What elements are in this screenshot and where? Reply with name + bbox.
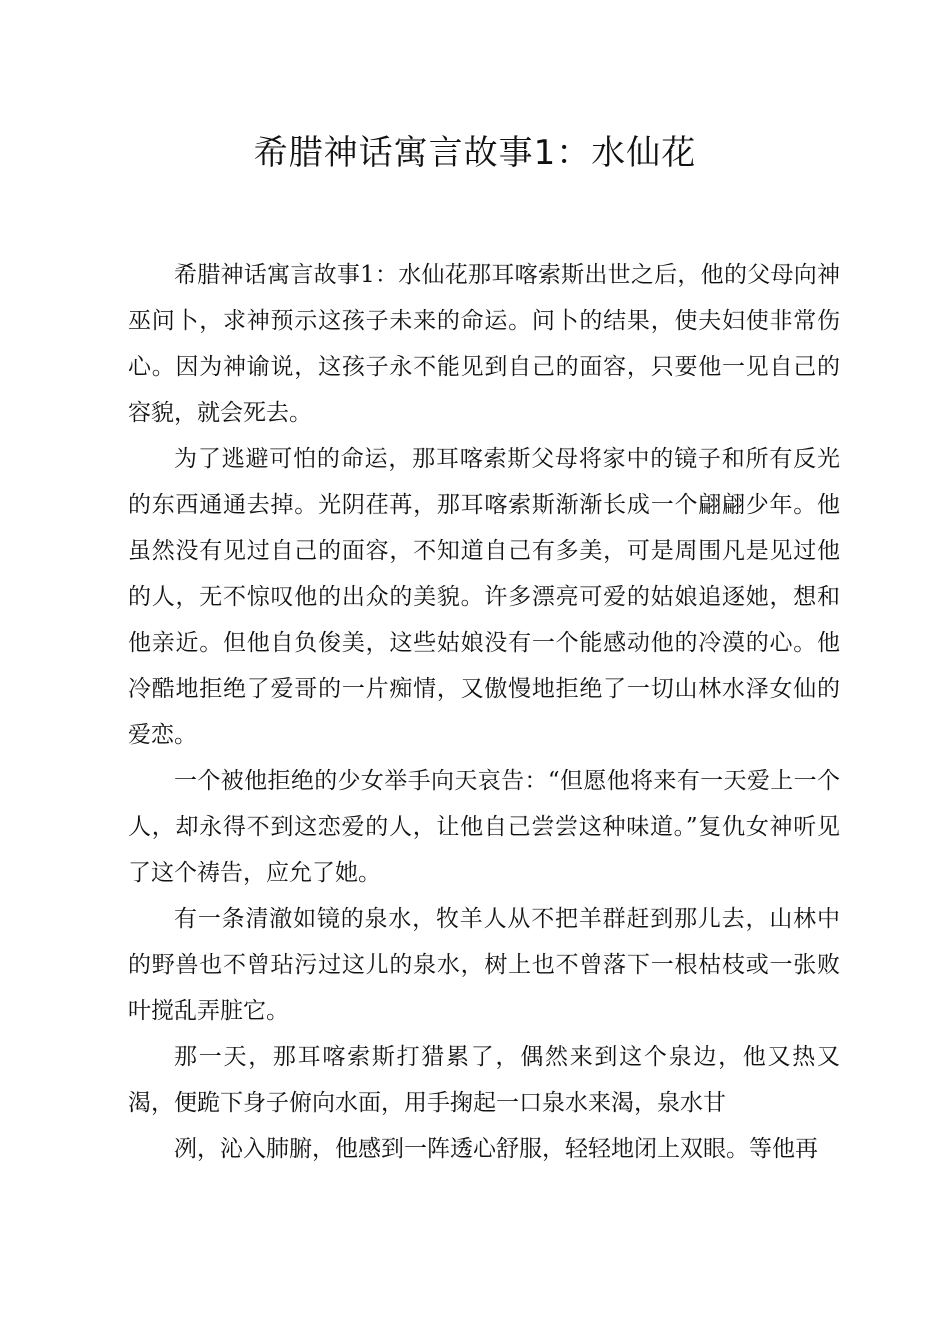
paragraph: 希腊神话寓言故事1：水仙花那耳喀索斯出世之后，他的父母向神巫问卜，求神预示这孩子未来的命运。问卜的结果，使夫妇使非常伤心。因为神谕说，这孩子永不能见到自己的面容，只要他一见自己的容貌，就会死去。 — [128, 262, 840, 426]
paragraph: 那一天，那耳喀索斯打猎累了，偶然来到这个泉边，他又热又渴，便跪下身子俯向水面，用手掬起一口泉水来渴，泉水甘 — [128, 1044, 840, 1116]
paragraph: 冽，沁入肺腑，他感到一阵透心舒服，轻轻地闭上双眼。等他再 — [174, 1136, 818, 1162]
document-title: 希腊神话寓言故事1：水仙花 — [253, 133, 697, 173]
paragraph: 为了逃避可怕的命运，那耳喀索斯父母将家中的镜子和所有反光的东西通通去掉。光阴荏苒，那耳喀索斯渐渐长成一个翩翩少年。他虽然没有见过自己的面容，不知道自己有多美，可是周围凡是见过他的人，无不惊叹他的出众的美貌。许多漂亮可爱的姑娘追逐她，想和他亲近。但他自负俊美，这些姑娘没有一个能感动他的冷漠的心。他冷酷地拒绝了爱哥的一片痴情，又傲慢地拒绝了一切山林水泽女仙的爱恋。 — [128, 446, 840, 748]
paragraph: 一个被他拒绝的少女举手向天哀告：“但愿他将来有一天爱上一个人，却永得不到这恋爱的人，让他自己尝尝这种味道。”复仇女神听见了这个祷告，应允了她。 — [128, 768, 840, 886]
document-body — [128, 252, 840, 1172]
paragraph: 有一条清澈如镜的泉水，牧羊人从不把羊群赶到那儿去，山林中的野兽也不曾玷污过这儿的泉水，树上也不曾落下一根枯枝或一张败叶搅乱弄脏它。 — [128, 906, 840, 1024]
